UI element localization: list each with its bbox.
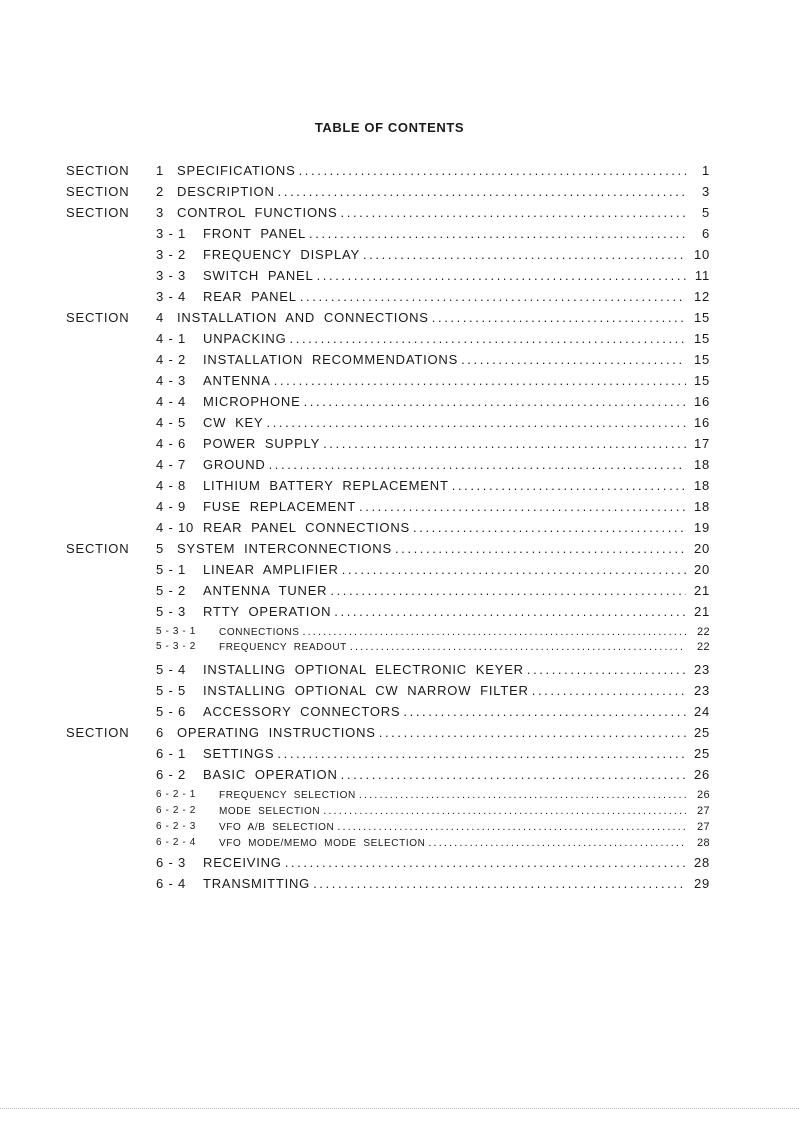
entry-label: FREQUENCY READOUT — [219, 642, 347, 653]
entry-line — [203, 289, 689, 305]
dot-leader — [461, 352, 686, 368]
entry-number: 5 — [156, 541, 165, 556]
entry-label: INSTALLATION AND CONNECTIONS — [177, 310, 429, 325]
page-number: 6 — [701, 226, 710, 241]
entry-label: VFO MODE/MEMO MODE SELECTION — [219, 838, 426, 849]
dot-leader — [313, 876, 686, 892]
entry-label: SPECIFICATIONS — [177, 163, 296, 178]
entry-number: 6 - 2 - 3 — [156, 821, 196, 832]
entry-line — [203, 683, 689, 699]
entry-label: VFO A/B SELECTION — [219, 822, 335, 833]
toc-row — [0, 163, 799, 179]
entry-label: REAR PANEL CONNECTIONS — [203, 520, 411, 535]
dot-leader — [379, 725, 686, 741]
dot-leader — [527, 662, 686, 678]
page-number: 16 — [693, 415, 710, 430]
entry-line — [203, 268, 689, 284]
entry-line — [203, 331, 689, 347]
entry-label: OPERATING INSTRUCTIONS — [177, 725, 376, 740]
toc-row — [0, 683, 799, 699]
toc-row — [0, 520, 799, 536]
entry-label: RECEIVING — [203, 855, 282, 870]
dot-leader — [304, 394, 686, 410]
page-number: 26 — [696, 789, 710, 801]
entry-line — [203, 415, 689, 431]
dot-leader — [267, 415, 687, 431]
page-number: 27 — [696, 805, 710, 817]
page-number: 3 — [701, 184, 710, 199]
toc-row — [0, 855, 799, 871]
dot-leader — [290, 331, 686, 347]
dot-leader — [395, 541, 686, 557]
entry-number: 4 - 2 — [156, 352, 187, 367]
dot-leader — [334, 604, 686, 620]
entry-number: 4 - 5 — [156, 415, 187, 430]
dot-leader — [337, 821, 686, 833]
entry-label: TRANSMITTING — [203, 876, 311, 891]
entry-number: 4 - 9 — [156, 499, 187, 514]
entry-label: CONTROL FUNCTIONS — [177, 205, 338, 220]
entry-label: SETTINGS — [203, 746, 275, 761]
entry-line — [203, 520, 689, 536]
entry-line — [219, 805, 689, 818]
entry-number: 6 - 2 - 2 — [156, 805, 196, 816]
entry-label: DESCRIPTION — [177, 184, 275, 199]
dot-leader — [285, 855, 686, 871]
page-number: 17 — [693, 436, 710, 451]
page-number: 18 — [693, 499, 710, 514]
entry-number: 3 - 1 — [156, 226, 187, 241]
toc-row — [0, 205, 799, 221]
toc-row — [0, 704, 799, 720]
entry-line — [203, 394, 689, 410]
dot-leader — [359, 789, 686, 801]
toc-row — [0, 331, 799, 347]
toc-row — [0, 541, 799, 557]
entry-label: LINEAR AMPLIFIER — [203, 562, 339, 577]
entry-label: FUSE REPLACEMENT — [203, 499, 357, 514]
entry-number: 3 - 3 — [156, 268, 187, 283]
dot-leader — [274, 373, 686, 389]
dot-leader — [323, 805, 686, 817]
toc-row — [0, 247, 799, 263]
entry-label: RTTY OPERATION — [203, 604, 332, 619]
dot-leader — [413, 520, 686, 536]
dot-leader — [341, 767, 686, 783]
entry-label: SYSTEM INTERCONNECTIONS — [177, 541, 392, 556]
section-label: SECTION — [66, 725, 130, 740]
toc-row — [0, 626, 799, 638]
entry-line — [203, 478, 689, 494]
entry-label: FRONT PANEL — [203, 226, 307, 241]
toc-row — [0, 394, 799, 410]
dot-leader — [363, 247, 686, 263]
entry-line — [203, 373, 689, 389]
entry-label: MODE SELECTION — [219, 806, 321, 817]
entry-label: FREQUENCY DISPLAY — [203, 247, 360, 262]
page-number: 22 — [696, 626, 710, 638]
page-number: 21 — [693, 604, 710, 619]
page-bottom-rule — [0, 1108, 799, 1109]
entry-line — [203, 746, 689, 762]
entry-number: 5 - 5 — [156, 683, 187, 698]
toc-row — [0, 767, 799, 783]
entry-number: 1 — [156, 163, 165, 178]
entry-number: 5 - 4 — [156, 662, 187, 677]
toc-row — [0, 499, 799, 515]
dot-leader — [428, 837, 686, 849]
page-number: 24 — [693, 704, 710, 719]
page-number: 23 — [693, 683, 710, 698]
toc-row — [0, 837, 799, 849]
toc-row — [0, 268, 799, 284]
dot-leader — [277, 746, 686, 762]
toc-row — [0, 604, 799, 620]
page-title: TABLE OF CONTENTS — [314, 120, 465, 135]
entry-number: 6 - 2 - 1 — [156, 789, 196, 800]
page-number: 22 — [696, 641, 710, 653]
toc-row — [0, 821, 799, 833]
dot-leader — [269, 457, 686, 473]
dot-leader — [359, 499, 686, 515]
page-number: 12 — [693, 289, 710, 304]
page-number: 15 — [693, 331, 710, 346]
page-number: 25 — [693, 725, 710, 740]
page-number: 15 — [693, 352, 710, 367]
entry-line — [203, 499, 689, 515]
entry-number: 6 - 2 — [156, 767, 187, 782]
dot-leader — [452, 478, 686, 494]
page-number: 25 — [693, 746, 710, 761]
toc-row — [0, 583, 799, 599]
page-number: 20 — [693, 562, 710, 577]
entry-line — [203, 352, 689, 368]
entry-label: CW KEY — [203, 415, 264, 430]
entry-number: 5 - 3 - 1 — [156, 626, 196, 637]
dot-leader — [303, 626, 687, 638]
entry-number: 3 - 4 — [156, 289, 187, 304]
page-number: 10 — [693, 247, 710, 262]
page-number: 16 — [693, 394, 710, 409]
dot-leader — [330, 583, 686, 599]
dot-leader — [350, 641, 686, 653]
entry-line — [203, 226, 689, 242]
dot-leader — [532, 683, 686, 699]
entry-line — [203, 604, 689, 620]
entry-line — [219, 626, 689, 639]
dot-leader — [341, 205, 686, 221]
entry-line — [219, 789, 689, 802]
page-number: 21 — [693, 583, 710, 598]
entry-number: 6 - 4 — [156, 876, 187, 891]
entry-number: 4 - 7 — [156, 457, 187, 472]
page-number: 1 — [701, 163, 710, 178]
toc-row — [0, 226, 799, 242]
toc-row — [0, 746, 799, 762]
toc-row — [0, 876, 799, 892]
entry-number: 3 - 2 — [156, 247, 187, 262]
entry-line — [177, 205, 689, 221]
entry-number: 6 - 3 — [156, 855, 187, 870]
entry-number: 5 - 1 — [156, 562, 187, 577]
toc-row — [0, 478, 799, 494]
entry-line — [203, 583, 689, 599]
entry-line — [203, 704, 689, 720]
toc-row — [0, 641, 799, 653]
page-number: 18 — [693, 457, 710, 472]
entry-label: GROUND — [203, 457, 266, 472]
entry-number: 6 - 1 — [156, 746, 187, 761]
page-number: 26 — [693, 767, 710, 782]
page-number: 15 — [693, 373, 710, 388]
entry-line — [203, 855, 689, 871]
entry-line — [177, 184, 689, 200]
entry-line — [219, 837, 689, 850]
entry-number: 4 - 10 — [156, 520, 195, 535]
entry-line — [203, 662, 689, 678]
entry-number: 3 — [156, 205, 165, 220]
toc-row — [0, 725, 799, 741]
entry-line — [177, 310, 689, 326]
entry-line — [177, 163, 689, 179]
toc-row — [0, 562, 799, 578]
entry-line — [177, 725, 689, 741]
entry-number: 4 - 4 — [156, 394, 187, 409]
entry-number: 4 - 1 — [156, 331, 187, 346]
toc-row — [0, 373, 799, 389]
entry-number: 4 - 3 — [156, 373, 187, 388]
section-label: SECTION — [66, 163, 130, 178]
dot-leader — [432, 310, 686, 326]
toc-row — [0, 415, 799, 431]
section-label: SECTION — [66, 310, 130, 325]
page-number: 19 — [693, 520, 710, 535]
entry-line — [203, 457, 689, 473]
toc-row — [0, 662, 799, 678]
entry-label: INSTALLATION RECOMMENDATIONS — [203, 352, 459, 367]
entry-label: MICROPHONE — [203, 394, 301, 409]
entry-number: 4 - 8 — [156, 478, 187, 493]
dot-leader — [278, 184, 686, 200]
toc-row — [0, 184, 799, 200]
dot-leader — [403, 704, 686, 720]
dot-leader — [323, 436, 686, 452]
toc-row — [0, 436, 799, 452]
page-number: 5 — [701, 205, 710, 220]
entry-number: 4 — [156, 310, 165, 325]
entry-line — [203, 767, 689, 783]
entry-label: INSTALLING OPTIONAL ELECTRONIC KEYER — [203, 662, 524, 677]
entry-number: 5 - 6 — [156, 704, 187, 719]
entry-label: ACCESSORY CONNECTORS — [203, 704, 401, 719]
entry-line — [219, 641, 689, 654]
entry-label: UNPACKING — [203, 331, 287, 346]
toc-row — [0, 789, 799, 801]
entry-number: 4 - 6 — [156, 436, 187, 451]
dot-leader — [309, 226, 686, 242]
page-number: 28 — [696, 837, 710, 849]
toc-row — [0, 352, 799, 368]
entry-label: LITHIUM BATTERY REPLACEMENT — [203, 478, 449, 493]
dot-leader — [342, 562, 686, 578]
entry-label: ANTENNA TUNER — [203, 583, 328, 598]
toc-row — [0, 457, 799, 473]
entry-label: INSTALLING OPTIONAL CW NARROW FILTER — [203, 683, 529, 698]
dot-leader — [317, 268, 686, 284]
entry-label: POWER SUPPLY — [203, 436, 321, 451]
page-number: 18 — [693, 478, 710, 493]
entry-number: 5 - 3 - 2 — [156, 641, 196, 652]
page-number: 29 — [693, 876, 710, 891]
entry-label: SWITCH PANEL — [203, 268, 314, 283]
page-number: 27 — [696, 821, 710, 833]
entry-label: BASIC OPERATION — [203, 767, 338, 782]
entry-line — [177, 541, 689, 557]
toc-row — [0, 310, 799, 326]
entry-line — [203, 876, 689, 892]
page-number: 28 — [693, 855, 710, 870]
entry-line — [219, 821, 689, 834]
dot-leader — [299, 163, 686, 179]
dot-leader — [300, 289, 686, 305]
entry-number: 5 - 2 — [156, 583, 187, 598]
entry-label: REAR PANEL — [203, 289, 297, 304]
page-number: 23 — [693, 662, 710, 677]
entry-number: 5 - 3 — [156, 604, 187, 619]
page-number: 11 — [694, 268, 710, 283]
entry-number: 6 - 2 - 4 — [156, 837, 196, 848]
section-label: SECTION — [66, 205, 130, 220]
entry-number: 2 — [156, 184, 165, 199]
page-number: 15 — [693, 310, 710, 325]
toc-row — [0, 289, 799, 305]
entry-line — [203, 436, 689, 452]
entry-label: ANTENNA — [203, 373, 271, 388]
toc-row — [0, 805, 799, 817]
entry-label: FREQUENCY SELECTION — [219, 790, 356, 801]
page-number: 20 — [693, 541, 710, 556]
section-label: SECTION — [66, 184, 130, 199]
entry-number: 6 — [156, 725, 165, 740]
entry-label: CONNECTIONS — [219, 627, 300, 638]
section-label: SECTION — [66, 541, 130, 556]
entry-line — [203, 247, 689, 263]
entry-line — [203, 562, 689, 578]
